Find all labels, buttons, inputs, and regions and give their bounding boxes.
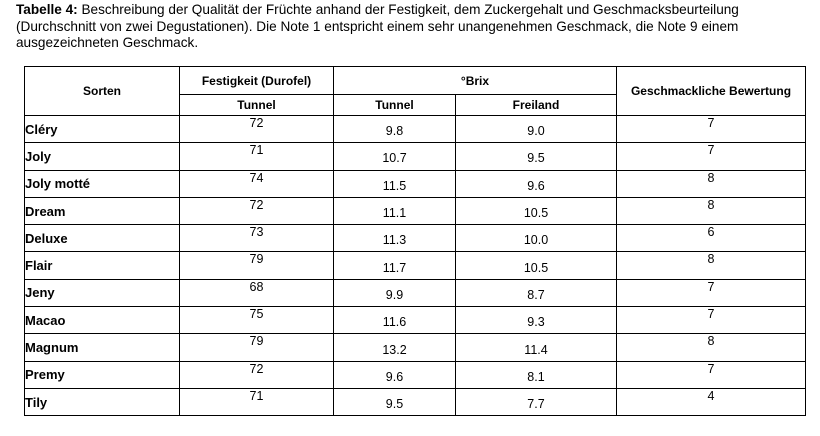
variety-name: Flair [25,252,180,279]
brix-tunnel-value: 11.3 [334,225,456,252]
table-row [25,388,806,415]
festigkeit-value: 71 [180,143,334,170]
header-brix-tunnel: Tunnel [334,95,456,116]
header-bewertung: Geschmackliche Bewertung [617,67,806,116]
table-row [25,307,806,334]
brix-freiland-value: 8.1 [456,361,617,388]
festigkeit-value: 73 [180,225,334,252]
bewertung-value: 8 [617,197,806,224]
header-brix: °Brix [334,67,617,95]
brix-tunnel-value: 10.7 [334,143,456,170]
brix-freiland-value: 9.3 [456,307,617,334]
variety-name: Premy [25,361,180,388]
table-row [25,170,806,197]
festigkeit-value: 75 [180,307,334,334]
caption-text: Beschreibung der Qualität der Früchte anhand der Festigkeit, dem Zuckergehalt und Geschmacksbeurteilung (Durchschnitt von zwei Degustationen). Die Note 1 entspricht einem sehr unangenehmen Geschmack, die Note 9 einem ausgezeichneten Geschmack. [16,2,739,50]
brix-tunnel-value: 9.9 [334,279,456,306]
festigkeit-value: 79 [180,334,334,361]
table-row [25,334,806,361]
festigkeit-value: 68 [180,279,334,306]
table-caption [16,2,812,52]
variety-name: Dream [25,197,180,224]
festigkeit-value: 74 [180,170,334,197]
table-row [25,116,806,143]
brix-freiland-value: 10.5 [456,197,617,224]
brix-freiland-value: 10.5 [456,252,617,279]
table-row [25,197,806,224]
quality-table [24,66,806,416]
festigkeit-value: 79 [180,252,334,279]
festigkeit-value: 71 [180,388,334,415]
brix-freiland-value: 10.0 [456,225,617,252]
header-festigkeit: Festigkeit (Durofel) [180,67,334,95]
variety-name: Deluxe [25,225,180,252]
variety-name: Cléry [25,116,180,143]
brix-tunnel-value: 9.5 [334,388,456,415]
table-row [25,279,806,306]
bewertung-value: 7 [617,307,806,334]
brix-freiland-value: 9.5 [456,143,617,170]
bewertung-value: 6 [617,225,806,252]
festigkeit-value: 72 [180,197,334,224]
bewertung-value: 7 [617,279,806,306]
brix-tunnel-value: 11.7 [334,252,456,279]
festigkeit-value: 72 [180,116,334,143]
bewertung-value: 7 [617,116,806,143]
bewertung-value: 4 [617,388,806,415]
header-festigkeit-tunnel: Tunnel [180,95,334,116]
variety-name: Jeny [25,279,180,306]
bewertung-value: 7 [617,361,806,388]
brix-freiland-value: 11.4 [456,334,617,361]
table-row [25,252,806,279]
brix-tunnel-value: 9.6 [334,361,456,388]
brix-freiland-value: 8.7 [456,279,617,306]
variety-name: Magnum [25,334,180,361]
bewertung-value: 8 [617,170,806,197]
variety-name: Tily [25,388,180,415]
header-sorten: Sorten [25,67,180,116]
table-row [25,143,806,170]
brix-tunnel-value: 11.1 [334,197,456,224]
bewertung-value: 7 [617,143,806,170]
brix-freiland-value: 7.7 [456,388,617,415]
bewertung-value: 8 [617,334,806,361]
brix-tunnel-value: 13.2 [334,334,456,361]
caption-label: Tabelle 4: [16,2,78,17]
brix-tunnel-value: 11.5 [334,170,456,197]
brix-tunnel-value: 9.8 [334,116,456,143]
header-brix-freiland: Freiland [456,95,617,116]
variety-name: Joly [25,143,180,170]
brix-freiland-value: 9.0 [456,116,617,143]
table-row [25,225,806,252]
brix-tunnel-value: 11.6 [334,307,456,334]
festigkeit-value: 72 [180,361,334,388]
table-row [25,361,806,388]
variety-name: Joly motté [25,170,180,197]
variety-name: Macao [25,307,180,334]
brix-freiland-value: 9.6 [456,170,617,197]
bewertung-value: 8 [617,252,806,279]
